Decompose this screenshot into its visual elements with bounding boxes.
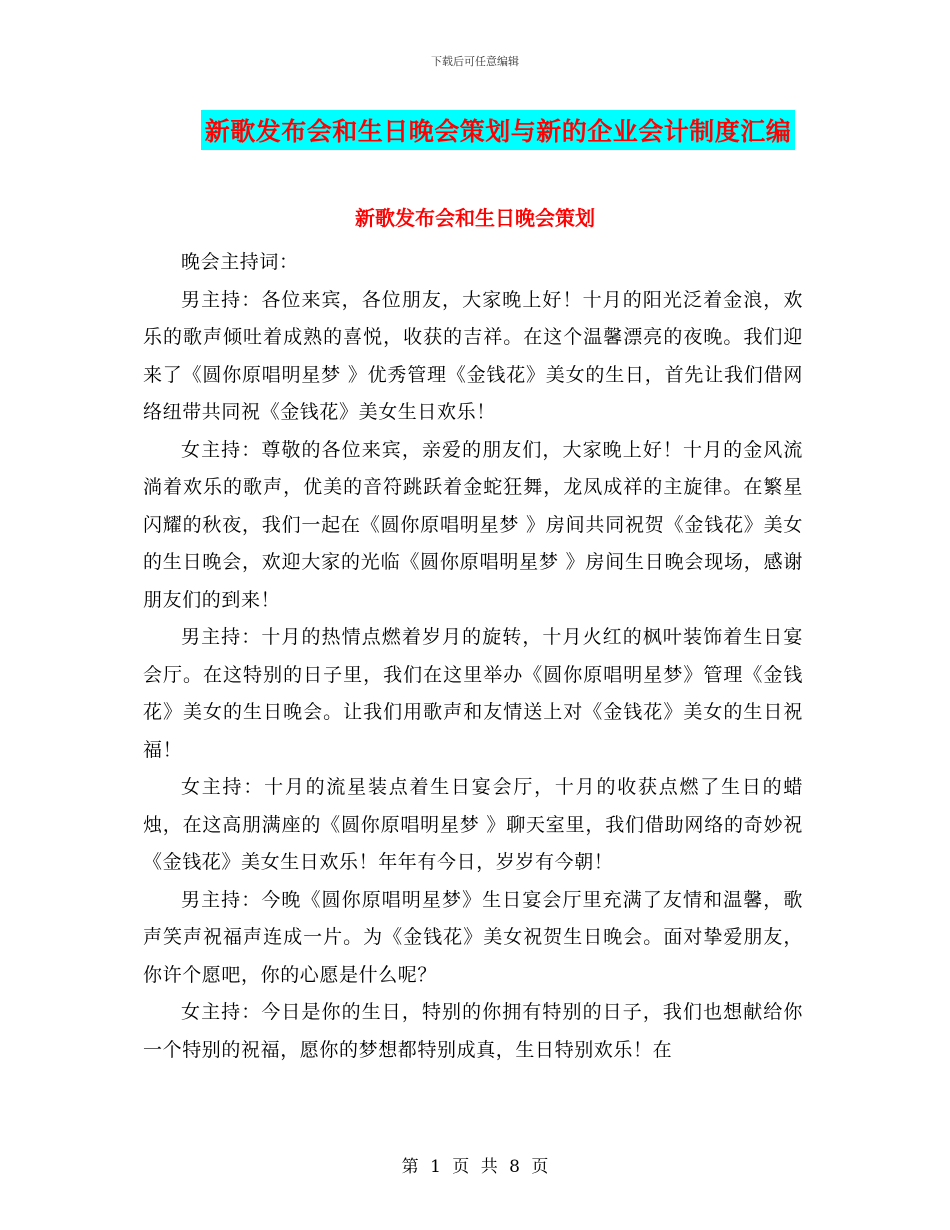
section-title: 新歌发布会和生日晚会策划: [355, 206, 595, 230]
paragraph-female-host-2: 女主持：十月的流星装点着生日宴会厅，十月的收获点燃了生日的蜡烛，在这高朋满座的《圆你原唱明星梦 》聊天室里，我们借助网络的奇妙祝《金钱花》美女生日欢乐！年年有今日，岁岁有今朝！: [143, 776, 803, 873]
paragraph-male-host-1: 男主持：各位来宾，各位朋友，大家晚上好！十月的阳光泛着金浪，欢乐的歌声倾吐着成熟的喜悦，收获的吉祥。在这个温馨漂亮的夜晚。我们迎来了《圆你原唱明星梦 》优秀管理《金钱花》美女的生日，首先让我们借网络纽带共同祝《金钱花》美女生日欢乐！: [143, 288, 803, 423]
body-text: [143, 244, 803, 1069]
paragraph-female-host-1: 女主持：尊敬的各位来宾，亲爱的朋友们，大家晚上好！十月的金风流淌着欢乐的歌声，优美的音符跳跃着金蛇狂舞，龙凤成祥的主旋律。在繁星闪耀的秋夜，我们一起在《圆你原唱明星梦 》房间共同祝贺《金钱花》美女的生日晚会，欢迎大家的光临《圆你原唱明星梦 》房间生日晚会现场，感谢朋友们的到来！: [143, 438, 803, 611]
paragraph-male-host-3: 男主持：今晚《圆你原唱明星梦》生日宴会厅里充满了友情和温馨，歌声笑声祝福声连成一片。为《金钱花》美女祝贺生日晚会。面对挚爱朋友，你许个愿吧，你的心愿是什么呢？: [143, 888, 803, 986]
page-footer: 第 1 页 共 8 页: [401, 1157, 549, 1177]
paragraph-male-host-2: 男主持：十月的热情点燃着岁月的旋转，十月火红的枫叶装饰着生日宴会厅。在这特别的日子里，我们在这里举办《圆你原唱明星梦》管理《金钱花》美女的生日晚会。让我们用歌声和友情送上对《金钱花》美女的生日祝福！: [143, 626, 803, 761]
paragraph-female-host-3: 女主持：今日是你的生日，特别的你拥有特别的日子，我们也想献给你一个特别的祝福，愿你的梦想都特别成真，生日特别欢乐！在: [143, 1001, 803, 1061]
main-title-container: [0, 110, 950, 150]
main-title: 新歌发布会和生日晚会策划与新的企业会计制度汇编: [201, 110, 796, 150]
paragraph-host-intro: 晚会主持词：: [181, 251, 299, 273]
header-note: 下载后可任意编辑: [431, 55, 519, 68]
